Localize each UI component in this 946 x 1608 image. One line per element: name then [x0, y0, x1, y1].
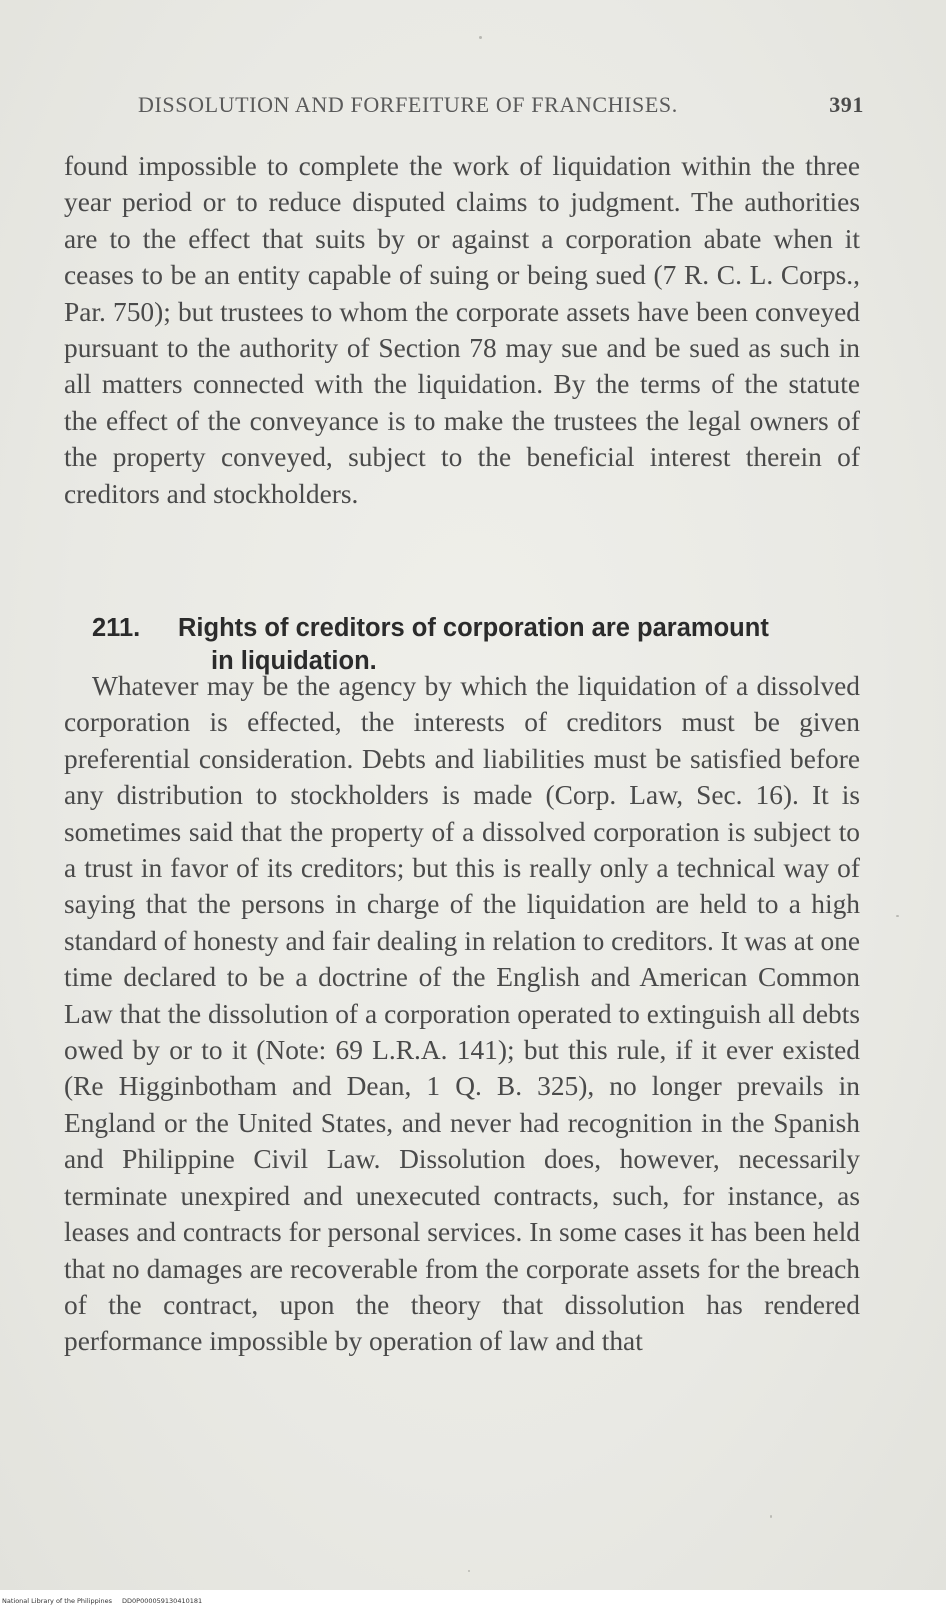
footer-library: National Library of the Philippines: [2, 1597, 113, 1605]
scan-speck: [770, 1515, 772, 1518]
section-title-line-1: Rights of creditors of corporation are paramount: [178, 614, 769, 642]
running-header: [138, 92, 864, 128]
scan-speck: [896, 915, 899, 917]
chapter-title: DISSOLUTION AND FORFEITURE OF FRANCHISES.: [138, 92, 678, 117]
page-number: 391: [829, 92, 864, 117]
scan-footer: [0, 1590, 946, 1608]
scan-speck: [468, 1570, 470, 1572]
footer-text: [2, 1597, 212, 1605]
section-number: 211.: [92, 614, 141, 642]
paragraph-continued: found impossible to complete the work of liquidation within the three year period or to reduce disputed claims to judgment. The authorities are to the effect that suits by or against a corporation abate when it ceases to be an entity capable of suing or being sued (7 R. C. L. Corps., Par. 750); but trustees to whom the corporate assets have been conveyed pursuant to the authority of Section 78 may sue and be sued as such in all matters connected with the liquidation. By the terms of the statute the effect of the conveyance is to make the trustees the legal owners of the property conveyed, subject to the beneficial interest therein of creditors and stockholders.: [64, 151, 860, 509]
section-title-line-2: in liquidation.: [211, 647, 377, 675]
section-paragraph: Whatever may be the agency by which the liquidation of a dissolved corporation is effected, the interests of creditors must be given preferential consideration. Debts and liabilities must be satisfied before any distribution to stockholders is made (Corp. Law, Sec. 16). It is sometimes said that the property of a dissolved corporation is subject to a trust in favor of its creditors; but this is really only a technical way of saying that the persons in charge of the liquidation are held to a high standard of honesty and fair dealing in relation to creditors. It was at one time declared to be a doctrine of the English and American Common Law that the dissolution of a corporation operated to extinguish all debts owed by or to it (Note: 69 L.R.A. 141); but this rule, if it ever existed (Re Higginbotham and Dean, 1 Q. B. 325), no longer prevails in England or the United States, and never had recognition in the Spanish and Philippine Civil Law. Dissolution does, however, necessarily terminate unexpired and unexecuted contracts, such, for instance, as leases and contracts for personal services. In some cases it has been held that no damages are recoverable from the corporate assets for the breach of the contract, upon the theory that dissolution has rendered performance impossible by operation of law and that: [64, 671, 860, 1357]
scan-speck: [479, 36, 482, 39]
footer-code: DD0P000059130410181: [122, 1597, 203, 1605]
